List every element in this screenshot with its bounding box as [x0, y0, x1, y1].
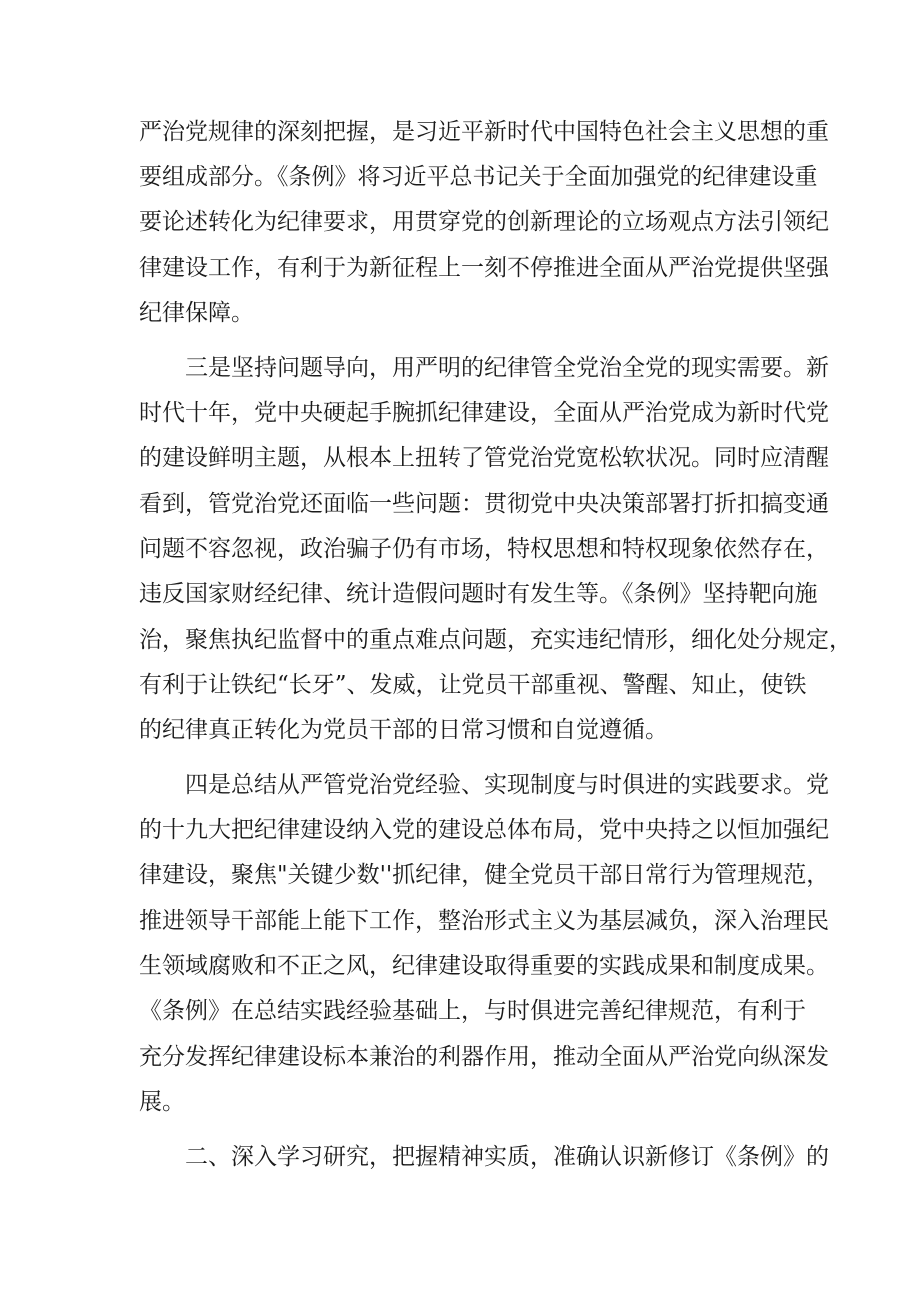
text-line: 治，聚焦执纪监督中的重点难点问题，充实违纪情形，细化处分规定，: [139, 627, 852, 653]
text-line: 展。: [139, 1089, 185, 1115]
text-line: 律建设工作，有利于为新征程上一刻不停推进全面从严治党提供坚强: [139, 255, 829, 281]
text-line: 律建设，聚焦"关键少数''抓纪律，健全党员干部日常行为管理规范，: [139, 862, 830, 888]
text-line: 充分发挥纪律建设标本兼治的利器作用，推动全面从严治党向纵深发: [139, 1044, 829, 1070]
text-line: 看到，管党治党还面临一些问题：贯彻党中央决策部署打折扣搞变通: [139, 491, 829, 517]
text-line: 违反国家财经纪律、统计造假问题时有发生等。《条例》坚持靶向施: [139, 581, 818, 607]
text-line: 四是总结从严管党治党经验、实现制度与时俱进的实践要求。党: [139, 772, 829, 798]
text-line: 的建设鲜明主题，从根本上扭转了管党治党宽松软状况。同时应清醒: [139, 445, 829, 471]
text-line: 时代十年，党中央硬起手腕抓纪律建设，全面从严治党成为新时代党: [139, 400, 829, 426]
text-line: 有利于让铁纪“长牙”、发威，让党员干部重视、警醒、知止，使铁: [139, 672, 807, 698]
text-line: 要论述转化为纪律要求，用贯穿党的创新理论的立场观点方法引领纪: [139, 209, 829, 235]
text-line: 严治党规律的深刻把握，是习近平新时代中国特色社会主义思想的重: [139, 119, 829, 145]
text-line: 要组成部分。《条例》将习近平总书记关于全面加强党的纪律建设重: [139, 164, 818, 190]
text-line: 《条例》在总结实践经验基础上，与时俱进完善纪律规范，有利于: [139, 998, 806, 1024]
text-line: 的纪律真正转化为党员干部的日常习惯和自觉遵循。: [139, 717, 668, 743]
text-line: 二、深入学习研究，把握精神实质，准确认识新修订《条例》的: [139, 1144, 829, 1170]
text-line: 纪律保障。: [139, 300, 254, 326]
text-line: 推进领导干部能上能下工作，整治形式主义为基层减负，深入治理民: [139, 908, 829, 934]
text-line: 的十九大把纪律建设纳入党的建设总体布局，党中央持之以恒加强纪: [139, 817, 829, 843]
text-line: 三是坚持问题导向，用严明的纪律管全党治全党的现实需要。新: [139, 355, 829, 381]
text-line: 问题不容忽视，政治骗子仍有市场，特权思想和特权现象依然存在，: [139, 536, 829, 562]
text-line: 生领域腐败和不正之风，纪律建设取得重要的实践成果和制度成果。: [139, 953, 829, 979]
